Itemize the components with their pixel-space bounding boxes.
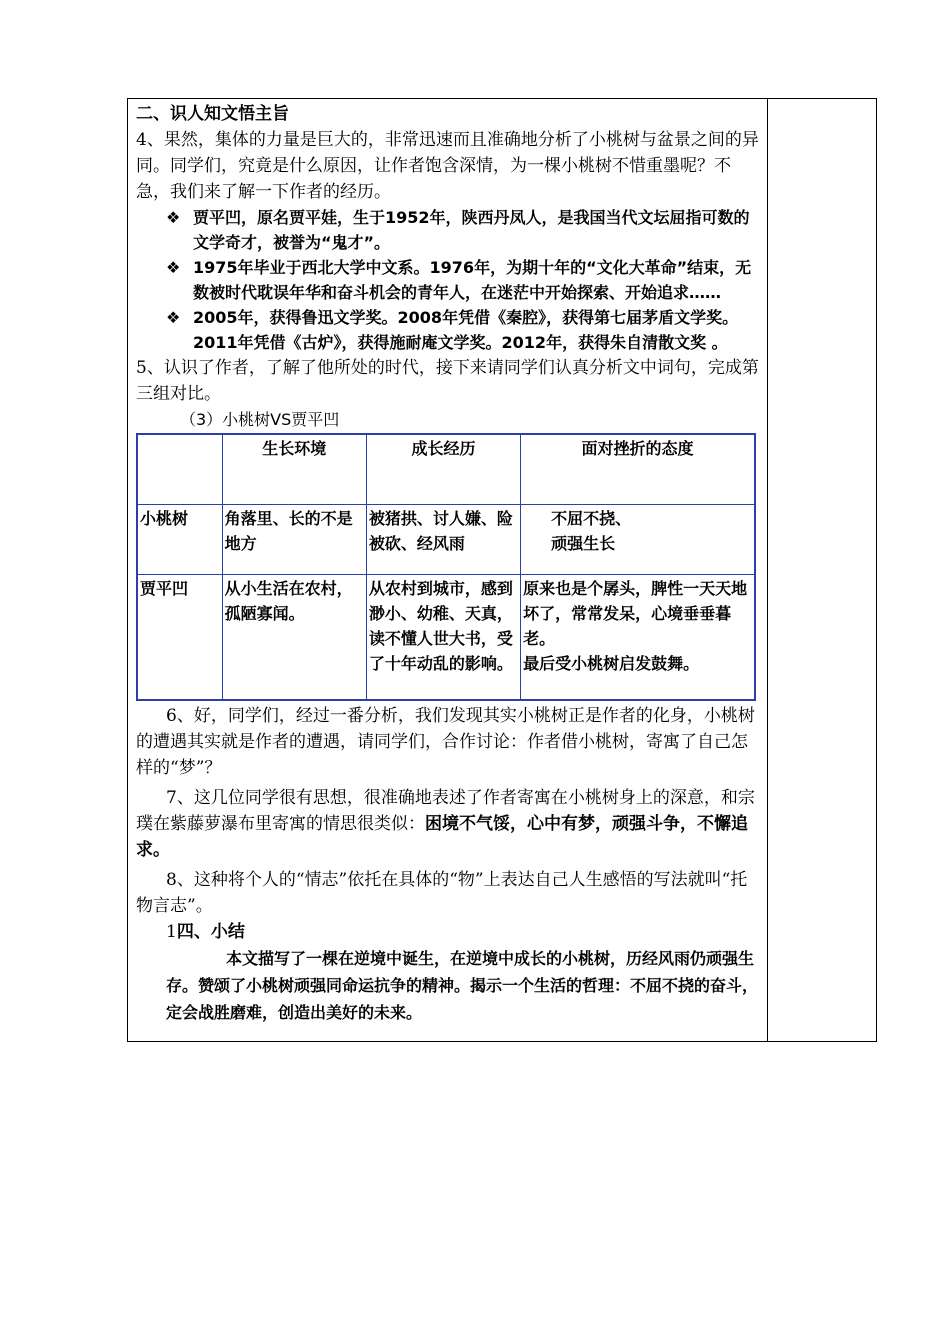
compare-caption: （3）小桃树VS贾平凹 bbox=[180, 410, 340, 429]
table-cell: 原来也是个孱头，脾性一天天地坏了，常常发呆，心境垂垂暮老。 最后受小桃树启发鼓舞。 bbox=[521, 574, 755, 700]
bullet-item: ❖ 1975年毕业于西北大学中文系。1976年，为期十年的“文化大革命”结束，无数被时代耽误年华和奋斗机会的青年人，在迷茫中开始探索、开始追求…… bbox=[136, 255, 761, 305]
table-cell: 小桃树 bbox=[137, 504, 222, 574]
paragraph-8: 8、这种将个人的“情志”依托在具体的“物”上表达自己人生感悟的写法就叫“托物言志”。 bbox=[136, 870, 748, 916]
table-cell: 被猪拱、讨人嫌、险被砍、经风雨 bbox=[366, 504, 520, 574]
table-cell: 贾平凹 bbox=[137, 574, 222, 700]
table-header-cell: 面对挫折的态度 bbox=[521, 434, 755, 504]
table-header-cell: 成长经历 bbox=[366, 434, 520, 504]
bullet-item: ❖ 2005年，获得鲁迅文学奖。2008年凭借《秦腔》，获得第七届茅盾文学奖。2011年凭借《古炉》，获得施耐庵文学奖。2012年，获得朱自清散文奖 。 bbox=[136, 305, 761, 355]
bullet-item: ❖ 贾平凹，原名贾平娃，生于1952年，陕西丹凤人，是我国当代文坛屈指可数的文学奇才，被誉为“鬼才”。 bbox=[136, 205, 761, 255]
paragraph-5: 5、认识了作者，了解了他所处的时代，接下来请同学们认真分析文中词句，完成第三组对比。 bbox=[136, 358, 759, 404]
paragraph-7: 7、这几位同学很有思想，很准确地表述了作者寄寓在小桃树身上的深意，和宗璞在紫藤萝瀑布里寄寓的情思很类似：困境不气馁，心中有梦，顽强斗争，不懈追求。 bbox=[136, 788, 755, 860]
table-cell: 从农村到城市，感到渺小、幼稚、天真，读不懂人世大书，受了十年动乱的影响。 bbox=[366, 574, 520, 700]
table-row bbox=[137, 574, 755, 700]
section-4-heading: 1四、小结 bbox=[166, 922, 245, 942]
paragraph-4: 4、果然，集体的力量是巨大的，非常迅速而且准确地分析了小桃树与盆景之间的异同。同学们，究竟是什么原因，让作者饱含深情，为一棵小桃树不惜重墨呢？不急，我们来了解一下作者的经历。 bbox=[136, 130, 759, 202]
diamond-bullet-icon: ❖ bbox=[166, 208, 181, 227]
table-cell: 不屈不挠、 顽强生长 bbox=[521, 504, 755, 574]
table-header-cell: 生长环境 bbox=[222, 434, 366, 504]
section-4-title: 四、小结 bbox=[176, 922, 245, 942]
table-cell: 角落里、长的不是地方 bbox=[222, 504, 366, 574]
paragraph-7-emphasis: 困境不气馁，心中有梦，顽强斗争，不懈追求。 bbox=[136, 814, 748, 860]
table-row bbox=[137, 504, 755, 574]
comparison-table bbox=[136, 433, 756, 701]
author-bullets bbox=[136, 205, 761, 355]
table-cell: 从小生活在农村，孤陋寡闻。 bbox=[222, 574, 366, 700]
diamond-bullet-icon: ❖ bbox=[166, 308, 181, 327]
table-header-cell bbox=[137, 434, 222, 504]
paragraph-6: 6、好，同学们，经过一番分析，我们发现其实小桃树正是作者的化身，小桃树的遭遇其实就是作者的遭遇，请同学们，合作讨论：作者借小桃树，寄寓了自己怎样的“梦”？ bbox=[136, 706, 755, 778]
notes-column-divider bbox=[767, 98, 768, 1042]
diamond-bullet-icon: ❖ bbox=[166, 258, 181, 277]
summary-text: 本文描写了一棵在逆境中诞生，在逆境中成长的小桃树，历经风雨仍顽强生存。赞颂了小桃树顽强同命运抗争的精神。揭示一个生活的哲理：不屈不挠的奋斗，定会战胜磨难，创造出美好的未来。 bbox=[166, 949, 759, 1022]
table-header-row bbox=[137, 434, 755, 504]
section-2-title: 二、识人知文悟主旨 bbox=[136, 104, 289, 124]
lesson-content bbox=[136, 101, 761, 1026]
